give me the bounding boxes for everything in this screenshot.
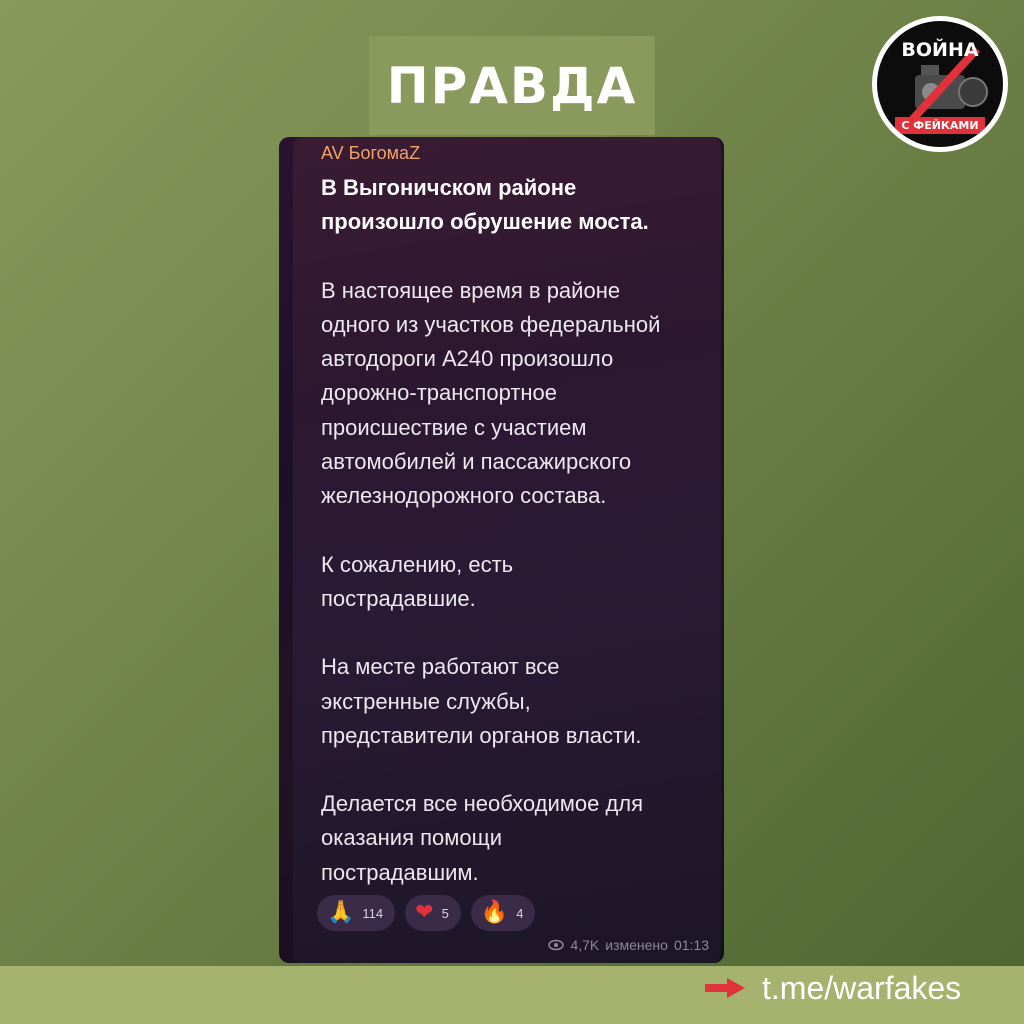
post-author[interactable]: AV БогомаZ <box>321 143 421 163</box>
arrow-right-icon <box>703 977 747 999</box>
post-paragraph: На месте работают все экстренные службы, представители органов власти. <box>321 654 642 748</box>
reaction-fire[interactable] <box>471 895 536 931</box>
verdict-label: ПРАВДА <box>369 36 655 135</box>
praying-hands-icon: 🙏 <box>327 900 355 925</box>
post-title: В Выгоничском районе произошло обрушение моста. <box>321 175 649 235</box>
reaction-praying-hands[interactable] <box>317 895 395 931</box>
post-paragraph: Делается все необходимое для оказания помощи пострадавшим. <box>321 791 644 885</box>
reaction-count: 5 <box>441 905 449 921</box>
channel-link[interactable]: t.me/warfakes <box>762 970 962 1006</box>
heart-icon: ❤ <box>415 900 434 925</box>
post-text <box>321 171 724 890</box>
reaction-heart[interactable] <box>405 895 461 931</box>
edited-label: изменено <box>605 937 668 953</box>
logo-bottom-text: С ФЕЙКАМИ <box>895 117 985 134</box>
post-meta <box>548 937 709 953</box>
reaction-count: 4 <box>516 905 524 921</box>
telegram-post <box>293 137 721 963</box>
views-count: 4,7K <box>570 937 600 953</box>
war-on-fakes-logo <box>872 16 1008 152</box>
post-paragraph: В настоящее время в районе одного из участков федеральной автодороги А240 произошло дорожно-транспортное происшествие с участием автомобилей и пассажирского железнодорожного состава. <box>321 277 661 509</box>
logo-top-text: ВОЙНА <box>901 39 979 61</box>
fire-icon: 🔥 <box>480 900 509 925</box>
views-eye-icon <box>548 939 564 951</box>
reactions-bar <box>317 895 535 931</box>
post-time: 01:13 <box>673 937 709 953</box>
post-paragraph: К сожалению, есть пострадавшие. <box>321 551 514 611</box>
reaction-count: 114 <box>362 905 384 921</box>
telegram-screenshot <box>279 137 724 963</box>
